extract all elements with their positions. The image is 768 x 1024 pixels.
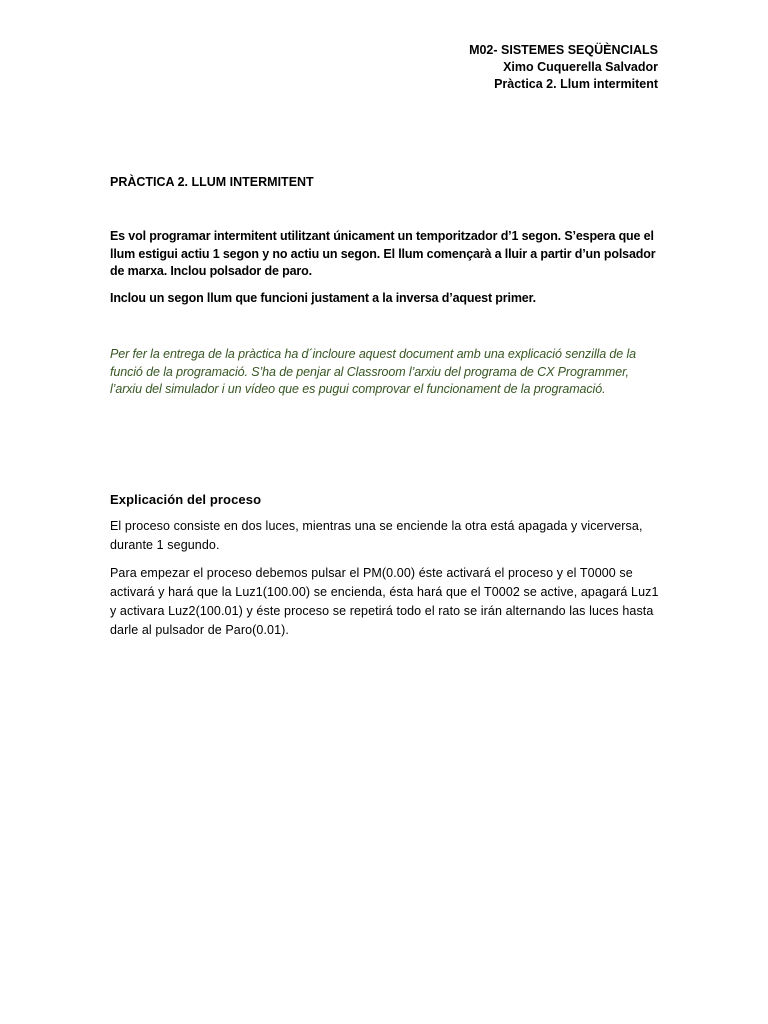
statement-section [110, 228, 660, 316]
explanation-heading: Explicación del proceso [110, 492, 262, 507]
explanation-paragraph-1: El proceso consiste en dos luces, mientras una se enciende la otra está apagada y vicerversa, durante 1 segundo. [110, 519, 643, 552]
page-header [469, 42, 658, 93]
statement-paragraph-1: Es vol programar intermitent utilitzant únicament un temporitzador d’1 segon. S’espera que el llum estigui actiu 1 segon y no actiu un segon. El llum començarà a lluir a partir d’un polsador de marxa. Inclou polsador de paro. [110, 229, 656, 278]
instructions-section [110, 346, 660, 399]
header-author: Ximo Cuquerella Salvador [503, 60, 658, 74]
explanation-section [110, 490, 660, 649]
explanation-paragraph-2: Para empezar el proceso debemos pulsar el PM(0.00) éste activará el proceso y el T0000 se activará y hará que la Luz1(100.00) se encienda, ésta hará que el T0002 se active, apagará Luz1 y activara Luz2(100.01) y éste proceso se repetirá todo el rato se irán alternando las luces hasta darle al pulsador de Paro(0.01). [110, 566, 659, 637]
header-practice: Pràctica 2. Llum intermitent [494, 77, 658, 91]
instructions-text: Per fer la entrega de la pràctica ha d´incloure aquest document amb una explicació senzilla de la funció de la programació. S’ha de penjar al Classroom l’arxiu del programa de CX Programmer, l’arxiu del simulador i un vídeo que es pugui comprovar el funcionament de la programació. [110, 347, 637, 396]
document-title: PRÀCTICA 2. LLUM INTERMITENT [110, 175, 314, 189]
statement-paragraph-2: Inclou un segon llum que funcioni justament a la inversa d’aquest primer. [110, 290, 536, 305]
header-module: M02- SISTEMES SEQÜÈNCIALS [469, 43, 658, 57]
